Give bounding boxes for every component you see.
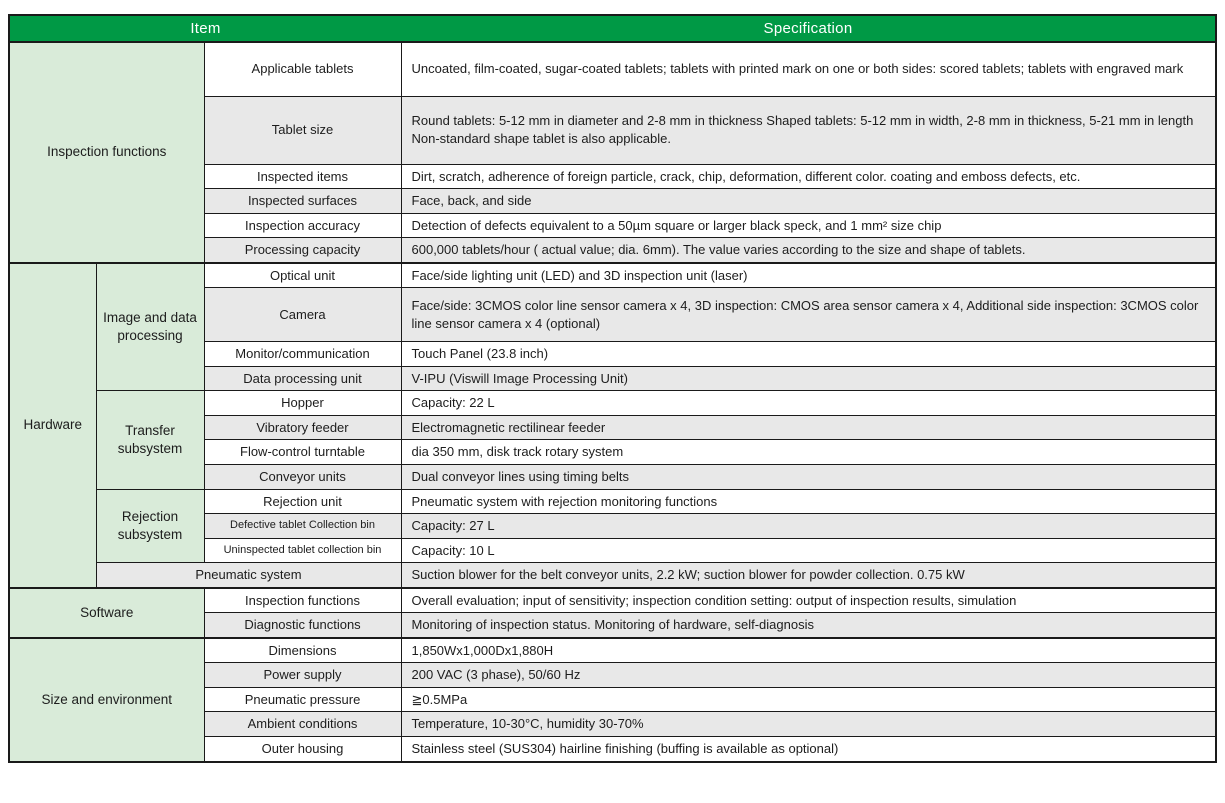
spec-table [8, 14, 1217, 763]
subcategory-cell-image-and-data-processing: Image and data processing [96, 263, 204, 391]
spec-cell: Electromagnetic rectilinear feeder [401, 415, 1216, 440]
spec-cell: 1,850Wx1,000Dx1,880H [401, 638, 1216, 663]
spec-cell: Face/side lighting unit (LED) and 3D inspection unit (laser) [401, 263, 1216, 288]
table-row [9, 263, 1216, 288]
spec-cell: V-IPU (Viswill Image Processing Unit) [401, 366, 1216, 391]
table-row [9, 638, 1216, 663]
header-item: Item [9, 15, 401, 42]
spec-cell: Capacity: 27 L [401, 514, 1216, 539]
item-cell: Ambient conditions [204, 712, 401, 737]
item-cell: Data processing unit [204, 366, 401, 391]
spec-cell: Monitoring of inspection status. Monitoring of hardware, self-diagnosis [401, 613, 1216, 638]
category-cell-hardware: Hardware [9, 263, 96, 588]
item-cell: Power supply [204, 663, 401, 688]
item-cell: Camera [204, 288, 401, 342]
spec-cell: Face, back, and side [401, 189, 1216, 214]
item-cell: Inspected items [204, 164, 401, 189]
item-cell: Applicable tablets [204, 42, 401, 96]
item-cell: Outer housing [204, 736, 401, 761]
item-cell: Rejection unit [204, 489, 401, 514]
item-cell-pneumatic-system: Pneumatic system [96, 563, 401, 588]
spec-cell: Face/side: 3CMOS color line sensor camera x 4, 3D inspection: CMOS area sensor camera x 4, Additional side inspection: 3CMOS color line sensor camera x 4 (optional) [401, 288, 1216, 342]
spec-cell: Touch Panel (23.8 inch) [401, 342, 1216, 367]
item-cell: Processing capacity [204, 238, 401, 263]
item-cell: Flow-control turntable [204, 440, 401, 465]
item-cell: Vibratory feeder [204, 415, 401, 440]
item-cell: Dimensions [204, 638, 401, 663]
spec-cell: Capacity: 22 L [401, 391, 1216, 416]
spec-cell: Pneumatic system with rejection monitoring functions [401, 489, 1216, 514]
category-cell-size-and-environment: Size and environment [9, 638, 204, 762]
item-cell: Inspected surfaces [204, 189, 401, 214]
table-row [9, 489, 1216, 514]
spec-cell: Round tablets: 5-12 mm in diameter and 2-8 mm in thickness Shaped tablets: 5-12 mm in width, 2-8 mm in thickness, 5-21 mm in length Non-standard shape tablet is also applicable. [401, 96, 1216, 164]
spec-cell: Dirt, scratch, adherence of foreign particle, crack, chip, deformation, different color. coating and emboss defects, etc. [401, 164, 1216, 189]
spec-cell: 200 VAC (3 phase), 50/60 Hz [401, 663, 1216, 688]
item-cell: Pneumatic pressure [204, 687, 401, 712]
spec-cell: Detection of defects equivalent to a 50µm square or larger black speck, and 1 mm² size chip [401, 213, 1216, 238]
spec-cell: dia 350 mm, disk track rotary system [401, 440, 1216, 465]
category-cell-inspection-functions: Inspection functions [9, 42, 204, 263]
spec-cell: Suction blower for the belt conveyor units, 2.2 kW; suction blower for powder collection. 0.75 kW [401, 563, 1216, 588]
spec-cell: Uncoated, film-coated, sugar-coated tablets; tablets with printed mark on one or both sides: scored tablets; tablets with engraved mark [401, 42, 1216, 96]
item-cell: Inspection functions [204, 588, 401, 613]
subcategory-cell-transfer-subsystem: Transfer subsystem [96, 391, 204, 489]
header-specification: Specification [401, 15, 1216, 42]
spec-cell: Stainless steel (SUS304) hairline finishing (buffing is available as optional) [401, 736, 1216, 761]
spec-cell: 600,000 tablets/hour ( actual value; dia. 6mm). The value varies according to the size and shape of tablets. [401, 238, 1216, 263]
spec-cell: Overall evaluation; input of sensitivity; inspection condition setting: output of inspection results, simulation [401, 588, 1216, 613]
item-cell: Conveyor units [204, 464, 401, 489]
table-row [9, 588, 1216, 613]
spec-cell: Temperature, 10-30°C, humidity 30-70% [401, 712, 1216, 737]
subcategory-cell-rejection-subsystem: Rejection subsystem [96, 489, 204, 563]
item-cell: Tablet size [204, 96, 401, 164]
spec-cell: Capacity: 10 L [401, 538, 1216, 563]
item-cell: Hopper [204, 391, 401, 416]
table-header-row [9, 15, 1216, 42]
table-row [9, 42, 1216, 96]
item-cell: Uninspected tablet collection bin [204, 538, 401, 563]
table-row [9, 563, 1216, 588]
item-cell: Diagnostic functions [204, 613, 401, 638]
item-cell: Defective tablet Collection bin [204, 514, 401, 539]
item-cell: Inspection accuracy [204, 213, 401, 238]
item-cell: Monitor/communication [204, 342, 401, 367]
item-cell: Optical unit [204, 263, 401, 288]
table-row [9, 391, 1216, 416]
category-cell-software: Software [9, 588, 204, 638]
spec-cell: Dual conveyor lines using timing belts [401, 464, 1216, 489]
spec-cell: ≧0.5MPa [401, 687, 1216, 712]
